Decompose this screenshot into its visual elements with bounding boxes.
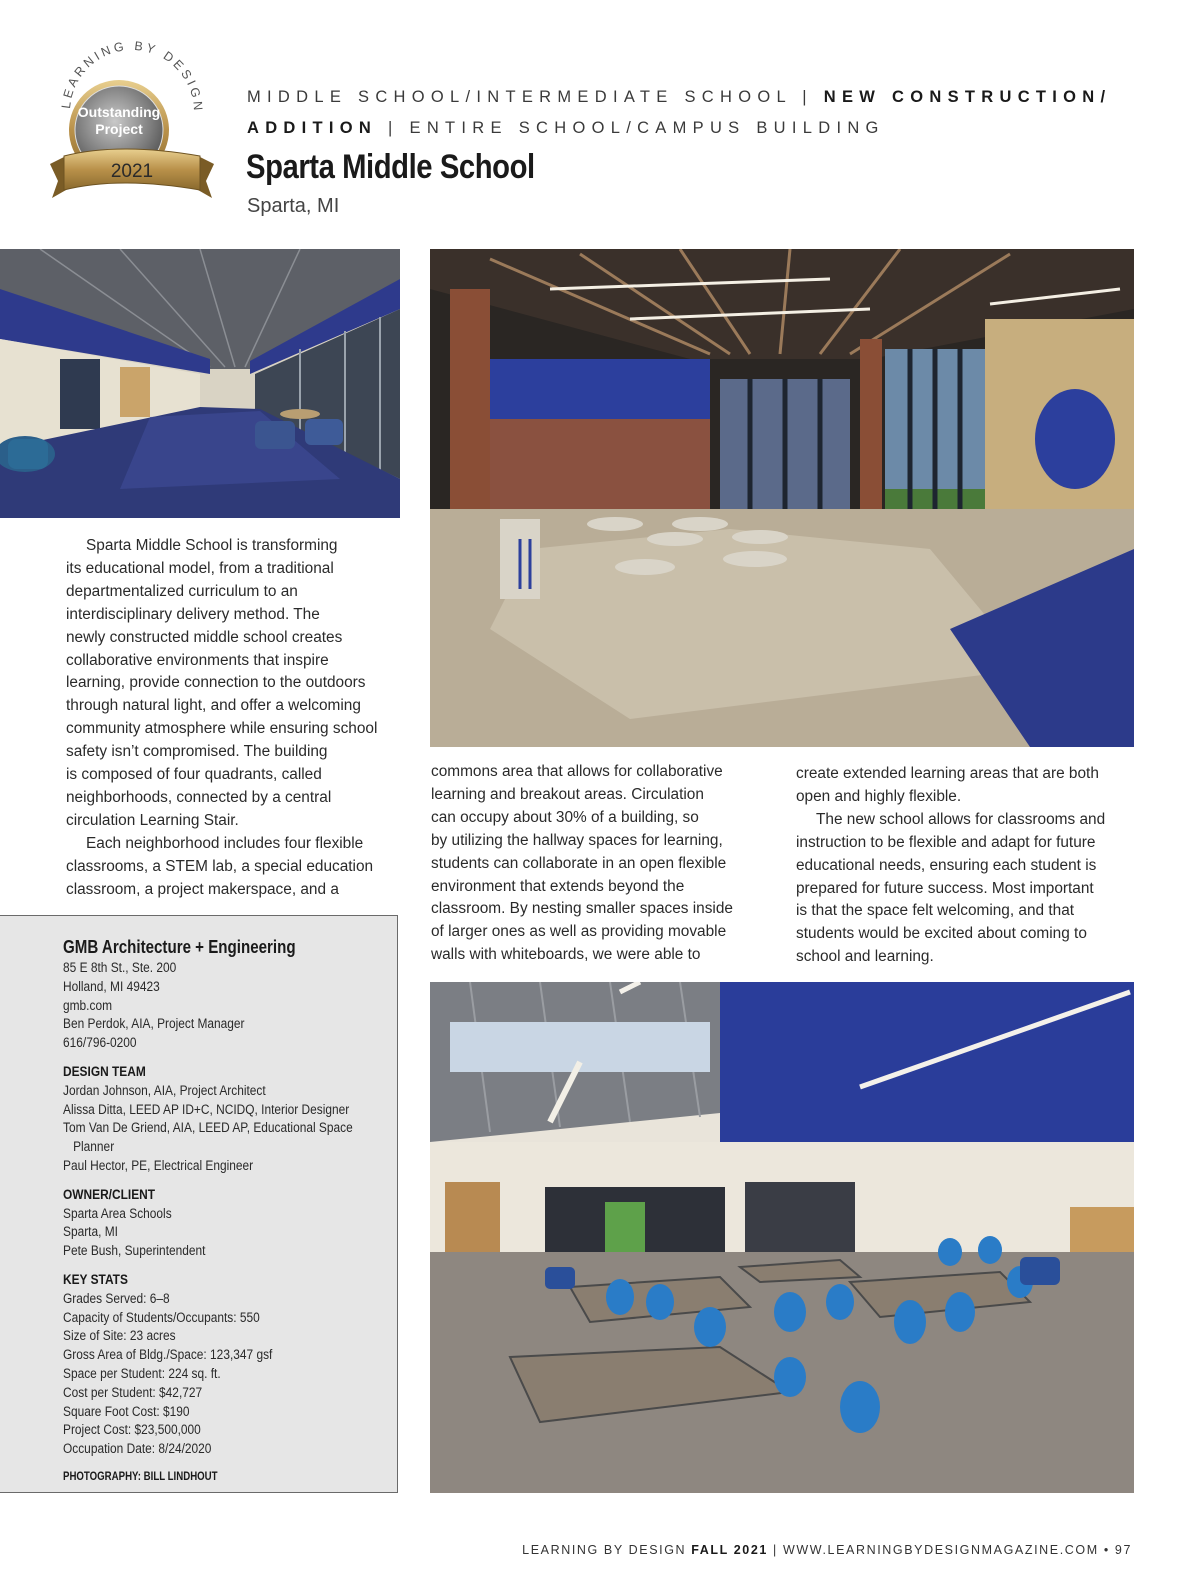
article-line: by utilizing the hallway spaces for learning, [431, 831, 723, 849]
article-line: can occupy about 30% of a building, so [431, 808, 699, 826]
footer-website-link[interactable]: | WWW.LEARNINGBYDESIGNMAGAZINE.COM • [773, 1543, 1110, 1557]
design-team-line: Jordan Johnson, AIA, Project Architect [63, 1082, 266, 1099]
article-line: collaborative environments that inspire [66, 651, 329, 669]
article-line: The new school allows for classrooms and [816, 810, 1106, 828]
footer-issue: FALL 2021 [691, 1543, 768, 1557]
photo-credit: PHOTOGRAPHY: BILL LINDHOUT [63, 1470, 218, 1483]
article-paragraph-1 [66, 535, 406, 833]
article-line: students can collaborate in an open flexible [431, 854, 727, 872]
svg-text:Outstanding: Outstanding [77, 104, 161, 120]
outstanding-project-badge [44, 34, 220, 210]
commons-cafeteria-photo [430, 249, 1134, 747]
svg-text:Project: Project [95, 121, 143, 137]
design-team-lines [63, 1082, 392, 1138]
design-team-line: Alissa Ditta, LEED AP ID+C, NCIDQ, Interior Designer [63, 1101, 350, 1118]
article-line: learning, provide connection to the outdoors [66, 674, 366, 692]
article-line: walls with whiteboards, we were able to [431, 946, 701, 964]
firm-contact-lines [63, 959, 392, 1053]
firm-contact-line: Ben Perdok, AIA, Project Manager [63, 1016, 245, 1033]
article-column-1 [66, 535, 406, 902]
owner-line: Pete Bush, Superintendent [63, 1243, 206, 1260]
key-stats-heading: KEY STATS [63, 1271, 128, 1288]
flexible-classroom-photo [430, 982, 1134, 1493]
svg-text:LEARNING BY DESIGN: LEARNING BY DESIGN [58, 38, 206, 114]
category-construction: NEW CONSTRUCTION/ [823, 88, 1112, 106]
firm-contact-line: 616/796-0200 [63, 1035, 137, 1052]
firm-name: GMB Architecture + Engineering [63, 937, 296, 957]
category-addition: ADDITION [247, 119, 378, 137]
key-stat-line: Occupation Date: 8/24/2020 [63, 1441, 212, 1458]
lounge-corridor-photo [0, 249, 400, 518]
key-stat-line: Square Foot Cost: $190 [63, 1403, 190, 1420]
design-team-heading: DESIGN TEAM [63, 1063, 146, 1080]
article-line: newly constructed middle school creates [66, 628, 343, 646]
key-stat-line: Cost per Student: $42,727 [63, 1384, 203, 1401]
firm-contact-line: 85 E 8th St., Ste. 200 [63, 960, 177, 976]
article-paragraph-2 [66, 833, 406, 902]
article-line: its educational model, from a traditional [66, 559, 334, 577]
owner-heading: OWNER/CLIENT [63, 1186, 156, 1203]
category-line-2 [247, 119, 885, 138]
article-line: Sparta Middle School is transforming [86, 537, 338, 554]
project-title: Sparta Middle School [246, 148, 535, 186]
article-line: students would be excited about coming to [796, 925, 1087, 943]
design-team-line: Tom Van De Griend, AIA, LEED AP, Educational Space [63, 1120, 353, 1137]
article-line: Each neighborhood includes four flexible [86, 834, 364, 852]
svg-text:2021: 2021 [110, 161, 154, 182]
design-team-line: Planner [73, 1139, 115, 1156]
article-line: environment that extends beyond the [431, 877, 685, 895]
article-line: interdisciplinary delivery method. The [66, 605, 320, 623]
article-line: through natural light, and offer a welcoming [66, 697, 361, 715]
article-line: educational needs, ensuring each student is [796, 856, 1097, 874]
article-line: create extended learning areas that are both [796, 765, 1099, 782]
article-line: instruction to be flexible and adapt for future [796, 833, 1096, 851]
article-column-3 [796, 763, 1130, 969]
article-line: school and learning. [796, 948, 934, 966]
footer-magazine-name: LEARNING BY DESIGN [522, 1543, 687, 1557]
key-stat-line: Space per Student: 224 sq. ft. [63, 1365, 221, 1382]
key-stat-line: Size of Site: 23 acres [63, 1328, 176, 1345]
article-line: of larger ones as well as providing movable [431, 923, 727, 941]
project-location: Sparta, MI [247, 195, 340, 217]
article-paragraph-2-continued [431, 761, 763, 967]
article-line: community atmosphere while ensuring school [66, 720, 378, 738]
design-team-line: Paul Hector, PE, Electrical Engineer [63, 1157, 254, 1174]
article-line: open and highly flexible. [796, 787, 962, 805]
footer-page-number: 97 [1114, 1543, 1132, 1557]
article-paragraph-3 [796, 809, 1130, 969]
key-stats-lines [63, 1290, 392, 1459]
article-line: safety isn’t compromised. The building [66, 743, 328, 761]
firm-contact-line: gmb.com [63, 997, 113, 1014]
article-paragraph-2-end [796, 763, 1130, 809]
owner-line: Sparta, MI [63, 1224, 118, 1241]
article-line: commons area that allows for collaborative [431, 763, 723, 780]
award-seal-icon [44, 34, 220, 210]
article-line: prepared for future success. Most important [796, 879, 1094, 897]
article-line: is that the space felt welcoming, and that [796, 902, 1075, 920]
article-line: neighborhoods, connected by a central [66, 788, 332, 806]
category-line-1 [247, 88, 1111, 107]
project-info-sidebar [0, 915, 398, 1493]
page-footer [522, 1543, 1132, 1557]
article-line: departmentalized curriculum to an [66, 582, 298, 600]
article-line: learning and breakout areas. Circulation [431, 785, 704, 803]
key-stat-line: Project Cost: $23,500,000 [63, 1422, 201, 1439]
article-line: classroom, a project makerspace, and a [66, 880, 339, 898]
category-scope: | ENTIRE SCHOOL/CAMPUS BUILDING [388, 119, 885, 137]
owner-lines [63, 1205, 392, 1261]
category-school-type: MIDDLE SCHOOL/INTERMEDIATE SCHOOL | [247, 88, 813, 106]
owner-line: Sparta Area Schools [63, 1205, 172, 1222]
article-line: classroom. By nesting smaller spaces inside [431, 900, 733, 918]
key-stat-line: Gross Area of Bldg./Space: 123,347 gsf [63, 1347, 273, 1364]
key-stat-line: Grades Served: 6–8 [63, 1290, 170, 1307]
article-column-2 [431, 761, 763, 967]
article-line: circulation Learning Stair. [66, 811, 239, 829]
firm-contact-line: Holland, MI 49423 [63, 978, 160, 995]
article-line: is composed of four quadrants, called [66, 766, 322, 784]
key-stat-line: Capacity of Students/Occupants: 550 [63, 1309, 260, 1326]
article-line: classrooms, a STEM lab, a special education [66, 857, 374, 875]
